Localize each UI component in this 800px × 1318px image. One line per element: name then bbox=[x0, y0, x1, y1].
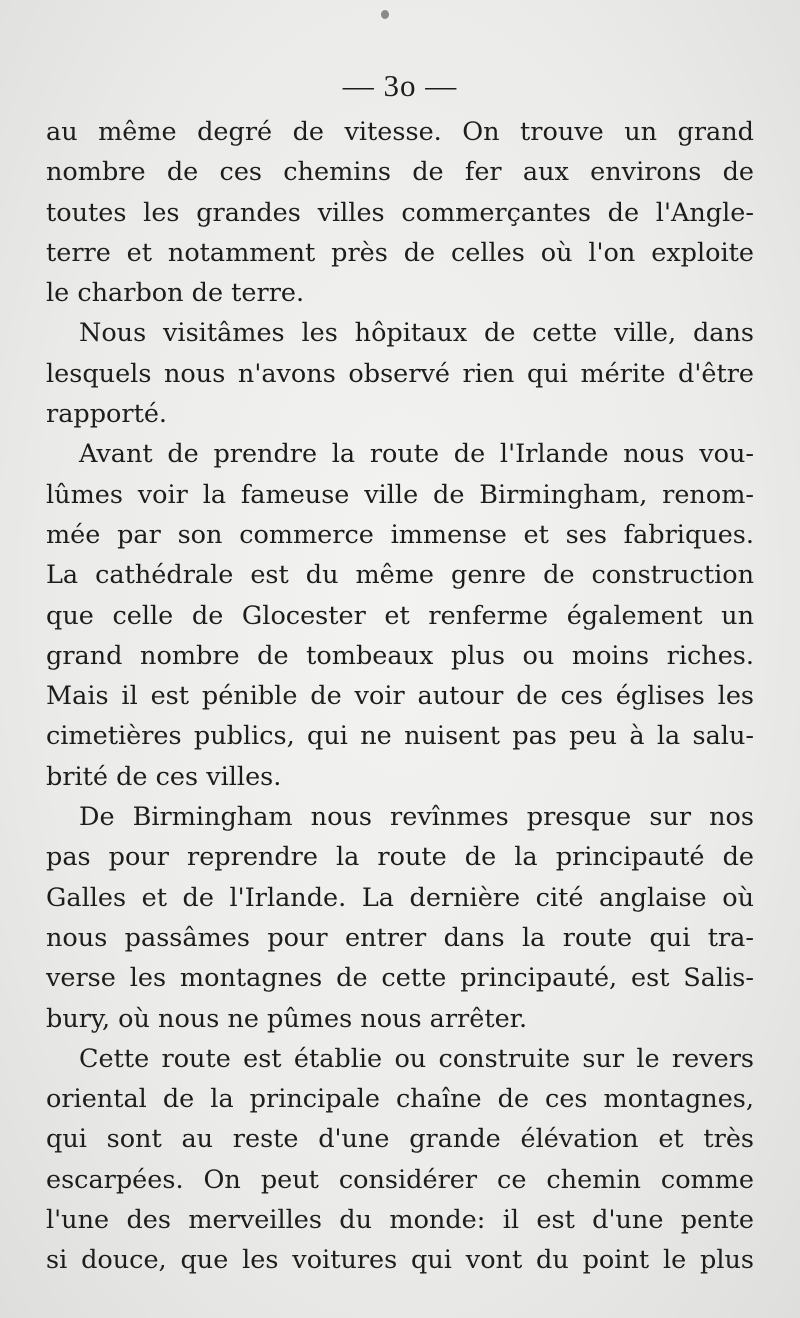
text-line: si douce, que les voitures qui vont du point le plus bbox=[46, 1245, 754, 1276]
paragraph bbox=[46, 797, 754, 1039]
text-line: lesquels nous n'avons observé rien qui mérite d'être bbox=[46, 358, 754, 389]
text-line: le charbon de terre. bbox=[46, 278, 305, 309]
text-line: cimetières publics, qui ne nuisent pas peu à la salu- bbox=[46, 721, 754, 752]
paragraph bbox=[46, 434, 754, 797]
text-line: rapporté. bbox=[46, 399, 168, 430]
text-line: nombre de ces chemins de fer aux environs de bbox=[46, 157, 754, 188]
text-line: Nous visitâmes les hôpitaux de cette ville, dans bbox=[79, 318, 754, 349]
text-line: grand nombre de tombeaux plus ou moins riches. bbox=[46, 640, 754, 671]
text-line: au même degré de vitesse. On trouve un grand bbox=[46, 117, 754, 147]
text-line: pas pour reprendre la route de la principauté de bbox=[46, 842, 754, 873]
paragraph bbox=[46, 112, 754, 313]
text-line: escarpées. On peut considérer ce chemin comme bbox=[46, 1164, 754, 1195]
ink-speck bbox=[381, 10, 389, 19]
text-line: l'une des merveilles du monde: il est d'une pente bbox=[46, 1205, 754, 1236]
paragraph bbox=[46, 1039, 754, 1281]
text-line: De Birmingham nous revînmes presque sur nos bbox=[79, 802, 754, 833]
text-line: Mais il est pénible de voir autour de ces églises les bbox=[46, 681, 754, 712]
text-line: nous passâmes pour entrer dans la route qui tra- bbox=[46, 922, 754, 953]
text-line: mée par son commerce immense et ses fabriques. bbox=[46, 519, 754, 550]
text-line: verse les montagnes de cette principauté, est Salis- bbox=[46, 963, 754, 994]
text-line: que celle de Glocester et renferme également un bbox=[46, 600, 754, 631]
text-line: toutes les grandes villes commerçantes de l'Angle- bbox=[46, 197, 754, 228]
text-line: Cette route est établie ou construite sur le revers bbox=[79, 1043, 754, 1074]
text-line: La cathédrale est du même genre de construction bbox=[46, 560, 754, 591]
paragraph bbox=[46, 313, 754, 434]
text-line: Avant de prendre la route de l'Irlande nous vou- bbox=[79, 439, 754, 470]
text-line: Galles et de l'Irlande. La dernière cité anglaise où bbox=[46, 882, 754, 913]
text-line: bury, où nous ne pûmes nous arrêter. bbox=[46, 1003, 528, 1034]
body-text bbox=[46, 112, 754, 1281]
text-line: oriental de la principale chaîne de ces montagnes, bbox=[46, 1084, 754, 1115]
text-line: brité de ces villes. bbox=[46, 761, 282, 792]
text-line: qui sont au reste d'une grande élévation et très bbox=[46, 1124, 754, 1155]
text-line: lûmes voir la fameuse ville de Birmingham, renom- bbox=[46, 479, 754, 510]
page-number: — 3o — bbox=[342, 68, 458, 103]
text-line: terre et notamment près de celles où l'on exploite bbox=[46, 237, 754, 268]
